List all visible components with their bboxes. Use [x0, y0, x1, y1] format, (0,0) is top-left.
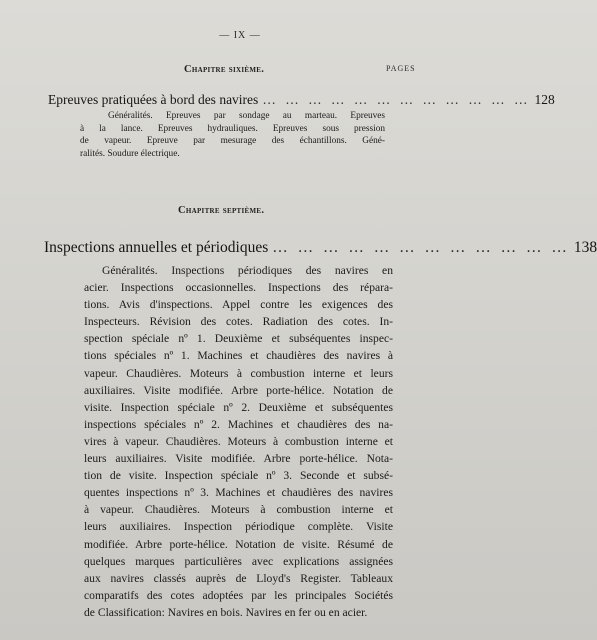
chapter-six-summary [80, 110, 385, 160]
summary-line: acier. Inspections occasionnelles. Inspections des répara- [84, 281, 393, 295]
summary-line: modifiée. Arbre porte-hélice. Notation de visite. Résumé de [84, 537, 393, 551]
summary-line: vapeur. Chaudières. Moteurs à combustion interne et leurs [84, 366, 393, 380]
summary-line: leurs auxiliaires. Inspection périodique complète. Visite [84, 520, 393, 534]
summary-line: tions spéciales nº 1. Machines et chaudières des navires à [84, 349, 393, 363]
summary-line: leurs auxiliaires. Visite modifiée. Arbre porte-hélice. Nota- [84, 452, 393, 466]
chapter-heading-seven: Chapitre septième. [178, 205, 265, 216]
dot-leader: … … … … … … … … … … … … [272, 239, 570, 256]
summary-line: vires à vapeur. Chaudières. Moteurs à combustion interne et [84, 434, 393, 448]
summary-line: de vapeur. Epreuve par mesurage des échantillons. Géné- [80, 136, 385, 146]
summary-line: Généralités. Inspections périodiques des navires en [102, 264, 393, 277]
summary-line: quentes inspections nº 3. Machines et chaudières des navires [84, 486, 393, 500]
toc-entry-chapter-seven[interactable] [44, 239, 597, 257]
summary-line: de Classification: Navires en bois. Navires en fer ou en acier. [84, 605, 368, 619]
chapter-heading-six: Chapitre sixième. [184, 64, 265, 75]
pages-column-label: PAGES [386, 64, 416, 73]
summary-line: à la lance. Epreuves hydrauliques. Epreuves sous pression [80, 123, 385, 134]
page-folio: — IX — [219, 30, 261, 41]
summary-line: aux navires classés auprès de Lloyd's Register. Tableaux [84, 571, 393, 585]
summary-line: quelques marques particulières avec explications assignées [84, 554, 393, 568]
summary-line: comparatifs des cotes adoptées par les principales Sociétés [84, 588, 393, 602]
summary-line: visite. Inspection spéciale nº 2. Deuxième et subséquentes [84, 400, 393, 414]
summary-line: à vapeur. Chaudières. Moteurs à combustion interne et [84, 503, 393, 517]
summary-line: Inspecteurs. Révision des cotes. Radiation des cotes. In- [84, 315, 393, 329]
summary-line: tions. Avis d'inspections. Appel contre les exigences des [84, 298, 393, 312]
summary-line: ralités. Soudure électrique. [80, 148, 180, 159]
toc-entry-page-number: 128 [534, 92, 555, 107]
chapter-seven-summary [84, 262, 393, 621]
toc-entry-chapter-six[interactable] [48, 92, 555, 108]
summary-line: Généralités. Epreuves par sondage au marteau. Epreuves [108, 111, 385, 121]
summary-line: inspections spéciales nº 2. Machines et chaudières des na- [84, 417, 393, 431]
toc-entry-title: Inspections annuelles et périodiques [44, 239, 269, 256]
dot-leader: … … … … … … … … … … … … [262, 92, 531, 107]
summary-line: auxiliaires. Visite modifiée. Arbre porte-hélice. Notation de [84, 383, 393, 397]
summary-line: spection spéciale nº 1. Deuxième et subséquentes inspec- [84, 332, 393, 346]
toc-entry-page-number: 138 [573, 239, 597, 256]
summary-line: tion de visite. Inspection spéciale nº 3. Seconde et subsé- [84, 469, 393, 483]
toc-entry-title: Epreuves pratiquées à bord des navires [48, 92, 259, 107]
